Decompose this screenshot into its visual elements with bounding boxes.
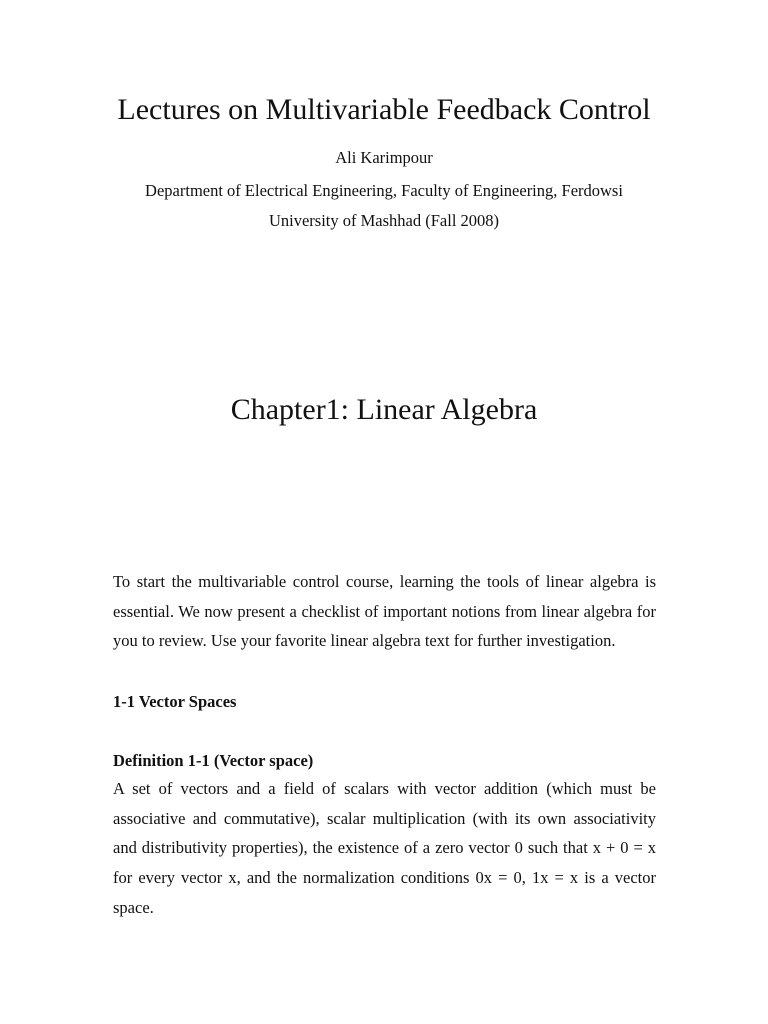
chapter-title: Chapter1: Linear Algebra — [230, 393, 538, 426]
definition-text: A set of vectors and a field of scalars with vector addition (which must be associative and commutative), scalar multiplication (with its own associativity and distributivity properties), the existence of a zero vector 0 such that x + 0 = x for every vector x, and the normalization conditions 0x = 0, 1x = x is a vector space. — [113, 779, 656, 917]
section-heading: 1-1 Vector Spaces — [113, 692, 237, 711]
document-title: Lectures on Multivariable Feedback Control — [117, 93, 651, 126]
intro-paragraph: To start the multivariable control course, learning the tools of linear algebra is essential. We now present a checklist of important notions from linear algebra for you to review. Use your favorite linear algebra text for further investigation. — [113, 572, 656, 651]
affiliation-line-1: Department of Electrical Engineering, Faculty of Engineering, Ferdowsi — [145, 181, 623, 200]
author-name: Ali Karimpour — [335, 148, 433, 167]
affiliation-line-2: University of Mashhad (Fall 2008) — [268, 211, 500, 230]
definition-heading: Definition 1-1 (Vector space) — [113, 751, 314, 770]
